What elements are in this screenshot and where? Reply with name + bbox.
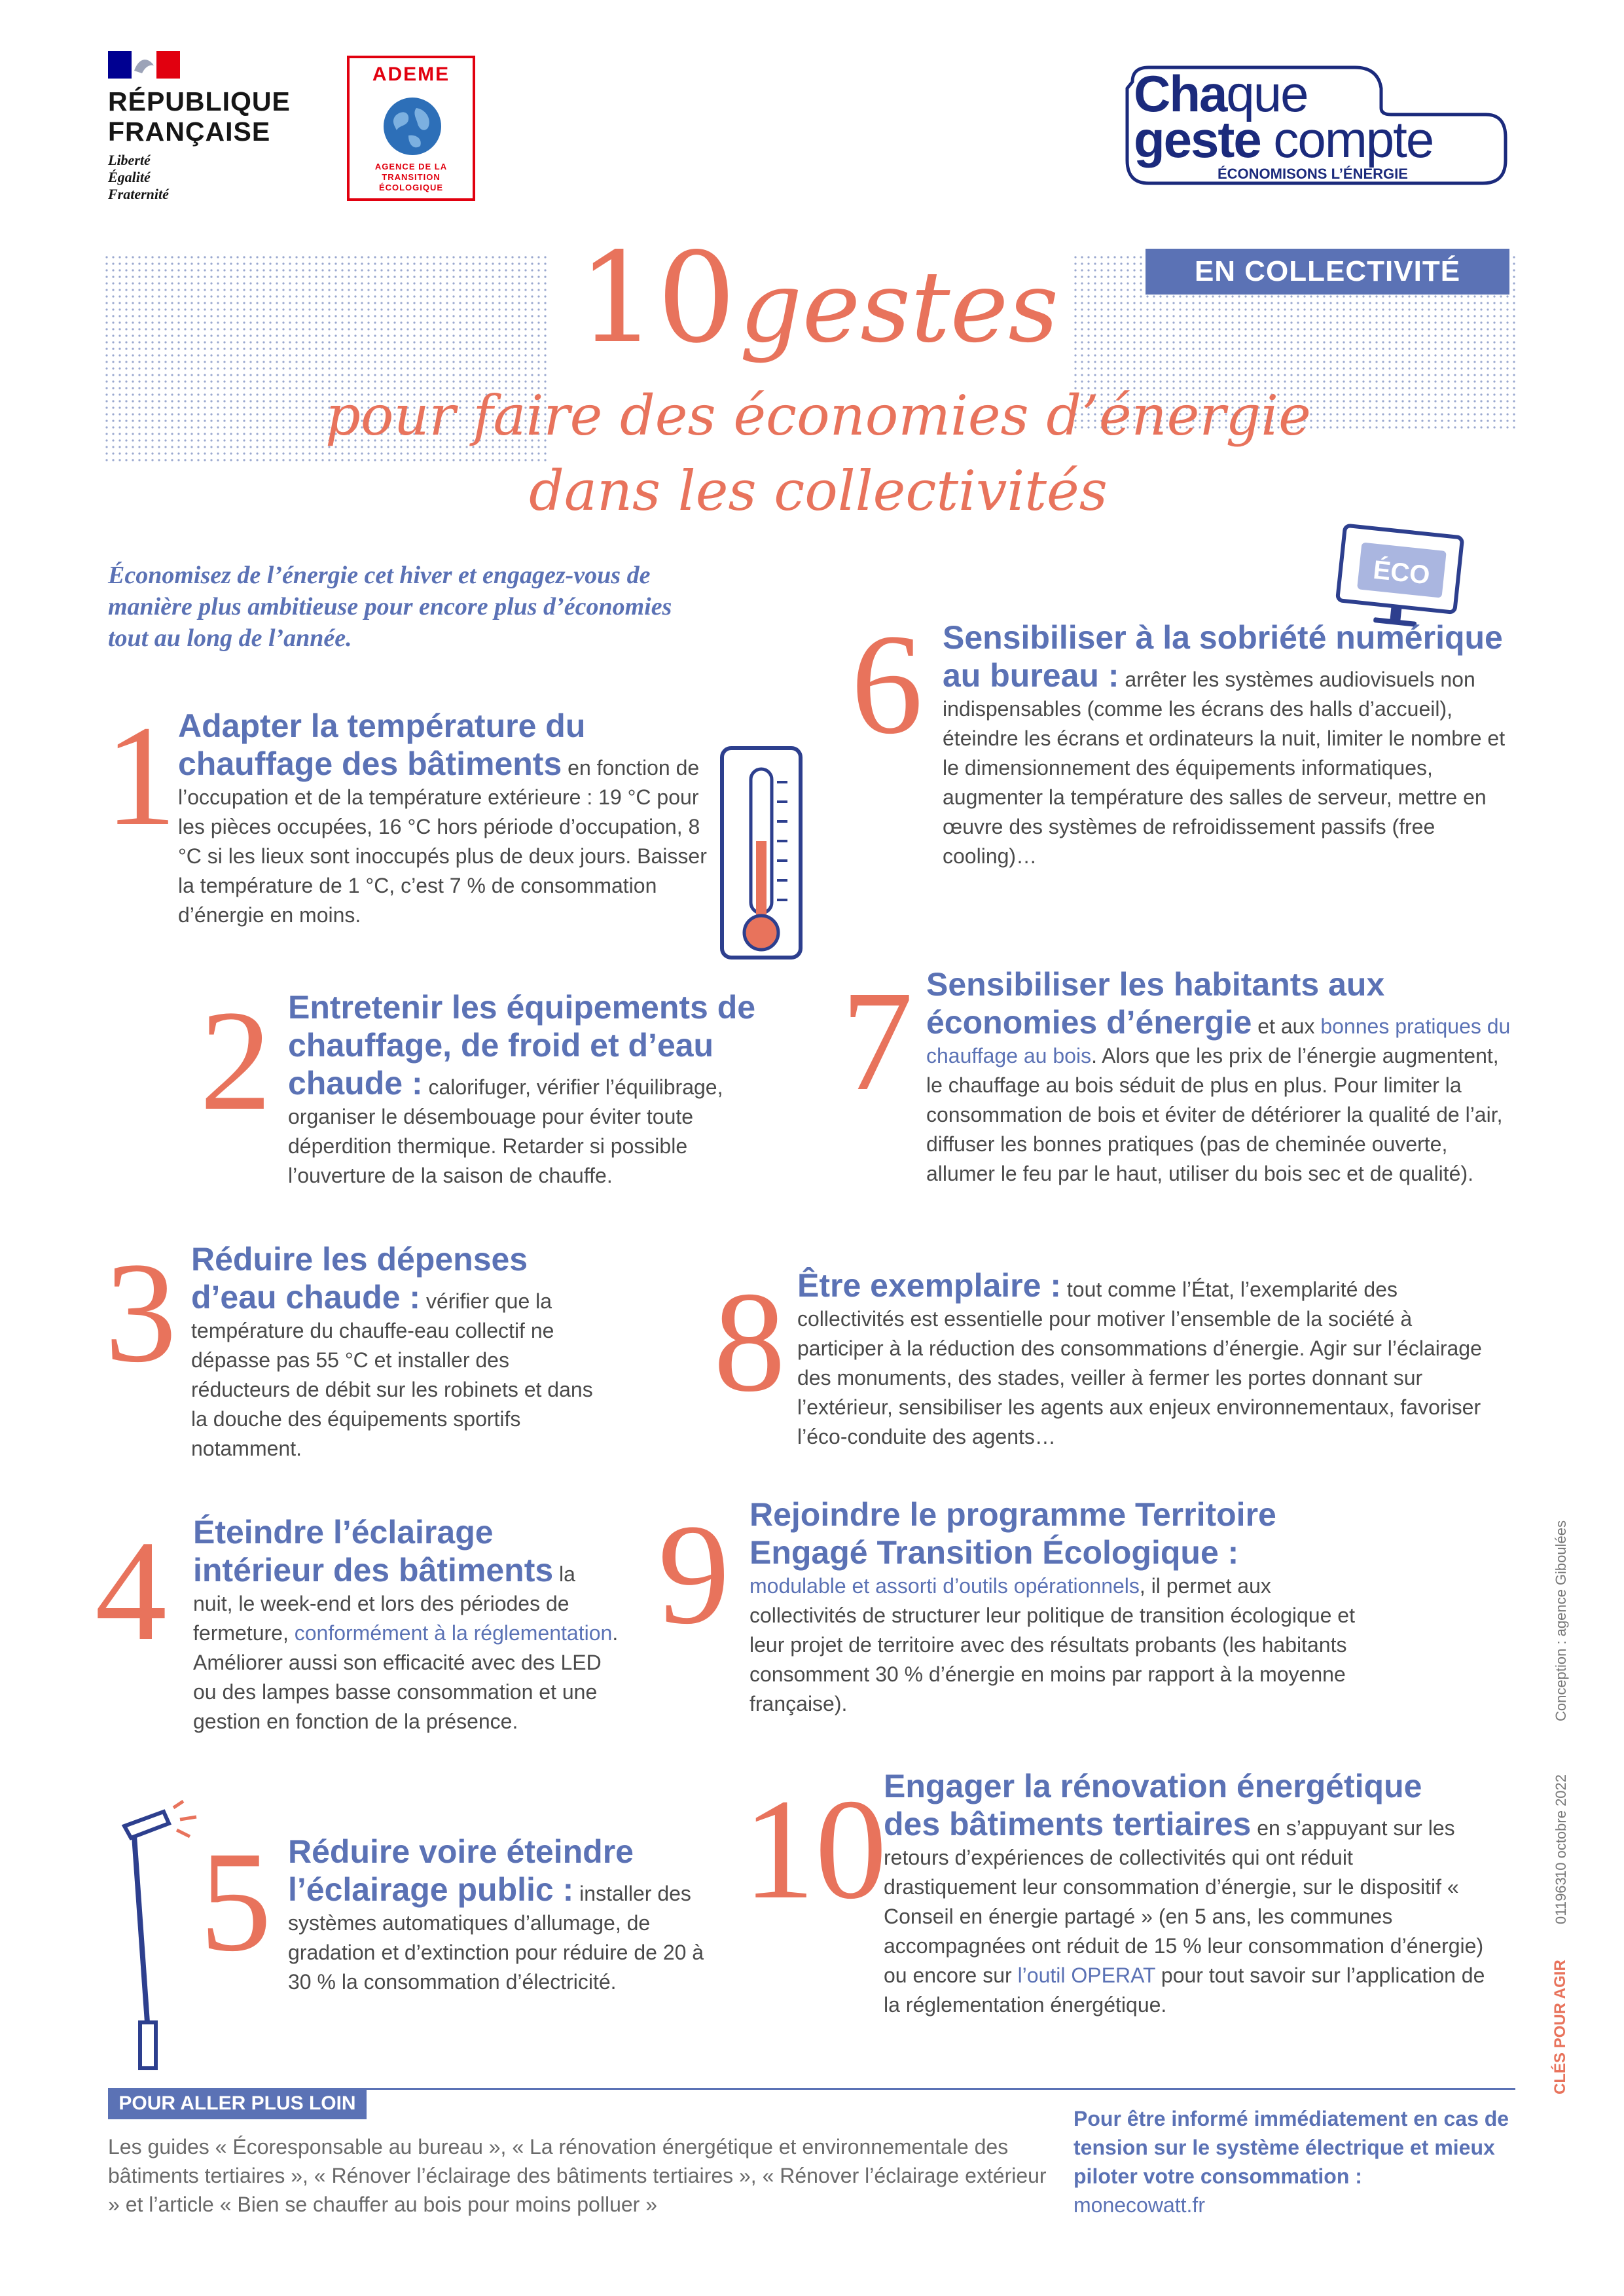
gesture-1-number: 1 xyxy=(105,696,177,855)
cgc-que: que xyxy=(1226,65,1308,122)
document-ref: 011963 xyxy=(1553,1877,1569,1924)
marianne-logo-icon xyxy=(108,51,180,79)
gesture-2 xyxy=(288,988,772,1191)
cgc-geste: geste xyxy=(1134,111,1261,168)
monecowatt-link[interactable]: monecowatt.fr xyxy=(1074,2193,1205,2217)
gesture-4-title: Éteindre l’éclairage intérieur des bâtiments xyxy=(193,1514,554,1588)
gesture-1 xyxy=(178,707,708,930)
gesture-4 xyxy=(193,1513,619,1736)
operat-link[interactable]: l’outil OPERAT xyxy=(1017,1964,1155,1987)
republique-line2: FRANÇAISE xyxy=(108,117,271,147)
gesture-10-text-a: en s’appuyant sur les retours d’expériences de collectivités qui ont réduit drastiquement leur consommation d’énergie, sur le dispositif « Conseil en énergie partagé » (en 5 ans, les communes accompagnées ont réduit de 15 % leur consommation d’énergie) ou encore sur xyxy=(884,1816,1484,1987)
footer-ecowatt-text: Pour être informé immédiatement en cas de tension sur le système électrique et mieux piloter votre consommation : xyxy=(1074,2107,1509,2188)
gesture-9-text-b: , il permet aux collectivités de structurer leur politique de transition écologique et leur projet de territoire avec des résultats probants (les habitants consomment 30 % d’énergie en moins par rapport à la moyenne française). xyxy=(749,1574,1355,1715)
gesture-4-number: 4 xyxy=(95,1511,167,1670)
gesture-3-title: Réduire les dépenses d’eau chaude : xyxy=(191,1241,528,1316)
cgc-cha: Cha xyxy=(1134,65,1227,122)
gesture-10-title: Engager la rénovation énergétique des bâtiments tertiaires xyxy=(884,1768,1422,1842)
gesture-9-number: 9 xyxy=(658,1494,730,1654)
bois-link[interactable]: bonnes pratiques du chauffage au bois xyxy=(926,1014,1511,1067)
motto-fraternite: Fraternité xyxy=(108,186,169,202)
collectivite-badge: EN COLLECTIVITÉ xyxy=(1146,249,1509,295)
gesture-10-number: 10 xyxy=(743,1769,887,1929)
gesture-8-text: tout comme l’État, l’exemplarité des collectivités est essentielle pour motiver l’ensemble de la société à participer à la réduction des consommations d’énergie. Agir sur l’éclairage des monuments, des stades, veiller à fermer les portes donnant sur l’extérieur, sensibiliser les agents aux enjeux environnementaux, favoriser l’éco-conduite des agents… xyxy=(797,1278,1482,1448)
ademe-sub-1: AGENCE DE LA xyxy=(374,162,448,171)
design-credit: Conception : agence Giboulées xyxy=(1553,1520,1569,1721)
title-sub-1: pour faire des économies d’énergie xyxy=(325,384,1311,448)
ademe-sub-3: ÉCOLOGIQUE xyxy=(378,183,444,192)
ademe-logo xyxy=(347,56,475,201)
cgc-tagline: ÉCONOMISONS L’ÉNERGIE xyxy=(1218,166,1408,182)
gesture-3-text: vérifier que la température du chauffe-eau collectif ne dépasse pas 55 °C et installer des réducteurs de débit sur les robinets et dans la douche des équipements sportifs notamment. xyxy=(191,1289,593,1460)
gesture-10 xyxy=(884,1767,1486,2020)
motto-liberte: Liberté xyxy=(108,152,151,168)
footer-badge: POUR ALLER PLUS LOIN xyxy=(108,2088,367,2119)
gesture-2-title: Entretenir les équipements de chauffage, de froid et d’eau chaude : xyxy=(288,989,756,1102)
gesture-2-number: 2 xyxy=(200,980,272,1140)
gesture-4-text-b: . Améliorer aussi son efficacité avec des LED ou des lampes basse consommation et une gestion en fonction de la présence. xyxy=(193,1621,619,1733)
gesture-7-text-b: . Alors que les prix de l’énergie augmentent, le chauffage au bois séduit de plus en plus. Pour limiter la consommation de bois et éviter de détériorer la qualité de l’air, diffuser les bonnes pratiques (pas de cheminée ouverte, allumer le feu par le haut, utiliser du bois sec et de qualité). xyxy=(926,1044,1503,1185)
eco-badge-text: ÉCO xyxy=(1371,555,1432,590)
gesture-5-title: Réduire voire éteindre l’éclairage public : xyxy=(288,1833,634,1908)
street-lamp-icon xyxy=(111,1800,203,2075)
gesture-7-number: 7 xyxy=(841,961,913,1121)
globe-icon xyxy=(382,96,442,156)
gesture-10-text-b: pour tout savoir sur l’application de la réglementation énergétique. xyxy=(884,1964,1485,2017)
gesture-9-title: Rejoindre le programme Territoire Engagé Transition Écologique : xyxy=(749,1496,1276,1571)
gesture-5 xyxy=(288,1833,720,1997)
cgc-compte: compte xyxy=(1260,111,1434,168)
gesture-7-text-a: et aux xyxy=(1252,1014,1321,1038)
gesture-7-title: Sensibiliser les habitants aux économies d’énergie xyxy=(926,966,1385,1041)
cles-pour-agir: CLÉS POUR AGIR xyxy=(1551,1960,1569,2094)
document-date: 10 octobre 2022 xyxy=(1553,1774,1569,1878)
motto-egalite: Égalité xyxy=(108,169,151,185)
gesture-6-number: 6 xyxy=(851,604,923,764)
footer-guides-text: Les guides « Écoresponsable au bureau », « La rénovation énergétique et environnementale des bâtiments tertiaires », « Rénover l’éclairage des bâtiments tertiaires », « Rénover l’éclairage extérieur » et l’article « Bien se chauffer au bois pour moins polluer » xyxy=(108,2135,1047,2216)
thermometer-icon xyxy=(717,743,805,962)
ademe-name: ADEME xyxy=(372,63,450,85)
title-word: gestes xyxy=(739,251,1059,365)
outils-link[interactable]: modulable et assorti d’outils opérationnels xyxy=(749,1574,1140,1598)
gesture-8-number: 8 xyxy=(713,1262,785,1422)
gesture-6-text: arrêter les systèmes audiovisuels non indispensables (comme les écrans des halls d’accueil), éteindre les écrans et ordinateurs la nuit, limiter le nombre et le dimensionnement des équipements informatiques, augmenter la température des salles de serveur, mettre en œuvre des systèmes de refroidissement passifs (free cooling)… xyxy=(943,668,1506,868)
gesture-6-title: Sensibiliser à la sobriété numérique au bureau : xyxy=(943,619,1503,694)
gesture-9 xyxy=(749,1496,1378,1719)
gesture-6 xyxy=(943,619,1519,871)
title-number: 10 xyxy=(577,226,736,370)
gesture-1-title: Adapter la température du chauffage des bâtiments xyxy=(178,708,586,782)
page-title xyxy=(458,226,1178,370)
gesture-3 xyxy=(191,1240,610,1463)
footer-ecowatt xyxy=(1074,2104,1532,2219)
republique-line1: RÉPUBLIQUE xyxy=(108,86,291,117)
gesture-2-text: calorifuger, vérifier l’équilibrage, organiser le désembouage pour éviter toute déperdition thermique. Retarder si possible l’ouverture de la saison de chauffe. xyxy=(288,1075,723,1187)
gesture-4-text-a: la nuit, le week-end et lors des périodes de fermeture, xyxy=(193,1562,575,1645)
ademe-sub-2: TRANSITION xyxy=(382,172,441,182)
gesture-3-number: 3 xyxy=(105,1232,177,1392)
gesture-5-number: 5 xyxy=(200,1821,272,1981)
chaque-geste-compte-logo xyxy=(1119,62,1512,193)
gesture-7 xyxy=(926,965,1515,1189)
gesture-1-text: en fonction de l’occupation et de la température extérieure : 19 °C pour les pièces occupées, 16 °C hors période d’occupation, 8 °C si les lieux sont inoccupés plus de deux jours. Baisser la température de 1 °C, c’est 7 % de consommation d’énergie en moins. xyxy=(178,756,707,927)
title-sub-2: dans les collectivités xyxy=(529,459,1108,523)
gesture-8-title: Être exemplaire : xyxy=(797,1267,1061,1304)
gesture-8 xyxy=(797,1266,1485,1452)
gesture-5-text: installer des systèmes automatiques d’allumage, de gradation et d’extinction pour réduire de 20 à 30 % la consommation d’électricité. xyxy=(288,1882,704,1994)
reglementation-link[interactable]: conformément à la réglementation xyxy=(294,1621,613,1645)
intro-text: Économisez de l’énergie cet hiver et engagez-vous de manière plus ambitieuse pour encore plus d’économies tout au long de l’année. xyxy=(108,562,672,652)
